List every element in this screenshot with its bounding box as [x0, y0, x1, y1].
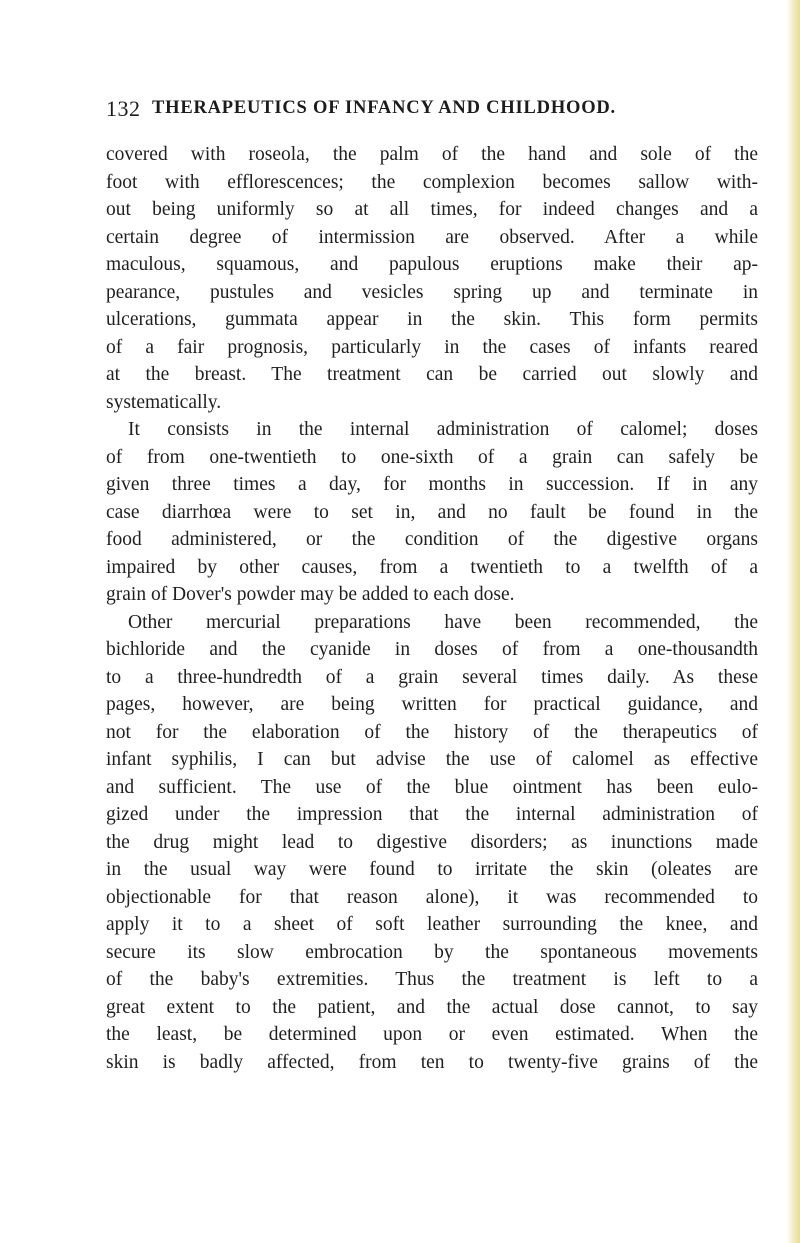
text-line: in the usual way were found to irritate the skin (oleates are [106, 859, 758, 880]
text-line: the least, be determined upon or even estimated. When the [106, 1024, 758, 1045]
text-line: apply it to a sheet of soft leather surrounding the knee, and [106, 914, 758, 935]
text-line: Other mercurial preparations have been recommended, the [128, 611, 758, 633]
page-number: 132 [106, 96, 141, 121]
text-line: grain of Dover's powder may be added to each dose. [106, 584, 515, 605]
text-line: pearance, pustules and vesicles spring up and terminate in [106, 281, 758, 303]
text-line: great extent to the patient, and the actual dose cannot, to say [106, 996, 758, 1018]
text-line: of the baby's extremities. Thus the treatment is left to a [106, 969, 758, 990]
text-line: certain degree of intermission are observed. After a while [106, 226, 758, 248]
text-line: at the breast. The treatment can be carried out slowly and [106, 364, 758, 385]
page-edge-shadow [786, 0, 800, 1243]
text-line: not for the elaboration of the history of the therapeutics of [106, 721, 758, 743]
text-line: food administered, or the condition of the digestive organs [106, 529, 758, 550]
text-line: to a three-hundredth of a grain several times daily. As these [106, 666, 758, 688]
text-line: given three times a day, for months in succession. If in any [106, 474, 758, 495]
text-line: case diarrhœa were to set in, and no fault be found in the [106, 501, 758, 523]
text-line: objectionable for that reason alone), it was recommended to [106, 886, 758, 908]
text-line: skin is badly affected, from ten to twenty-five grains of the [106, 1051, 758, 1073]
body-text [106, 141, 758, 1076]
text-line: gized under the impression that the internal administration of [106, 804, 758, 825]
running-title: THERAPEUTICS OF INFANCY AND CHILDHOOD. [152, 98, 616, 118]
text-line: secure its slow embrocation by the spontaneous movements [106, 941, 758, 963]
text-line: impaired by other causes, from a twentieth to a twelfth of a [106, 556, 758, 578]
running-head [106, 96, 756, 126]
text-line: covered with roseola, the palm of the hand and sole of the [106, 144, 758, 165]
text-line: It consists in the internal administration of calomel; doses [128, 419, 758, 440]
text-line: of a fair prognosis, particularly in the cases of infants reared [106, 336, 758, 358]
text-line: and sufficient. The use of the blue ointment has been eulo- [106, 776, 758, 798]
text-line: the drug might lead to digestive disorders; as inunctions made [106, 831, 758, 853]
text-line: foot with efflorescences; the complexion becomes sallow with- [106, 171, 758, 193]
text-line: infant syphilis, I can but advise the use of calomel as effective [106, 749, 758, 770]
text-line: bichloride and the cyanide in doses of from a one-thousandth [106, 639, 758, 660]
text-line: ulcerations, gummata appear in the skin. This form permits [106, 309, 758, 330]
text-line: of from one-twentieth to one-sixth of a grain can safely be [106, 446, 758, 468]
text-line: pages, however, are being written for practical guidance, and [106, 694, 758, 715]
text-line: systematically. [106, 391, 222, 413]
text-line: out being uniformly so at all times, for indeed changes and a [106, 199, 758, 220]
text-line: maculous, squamous, and papulous eruptions make their ap- [106, 254, 758, 275]
